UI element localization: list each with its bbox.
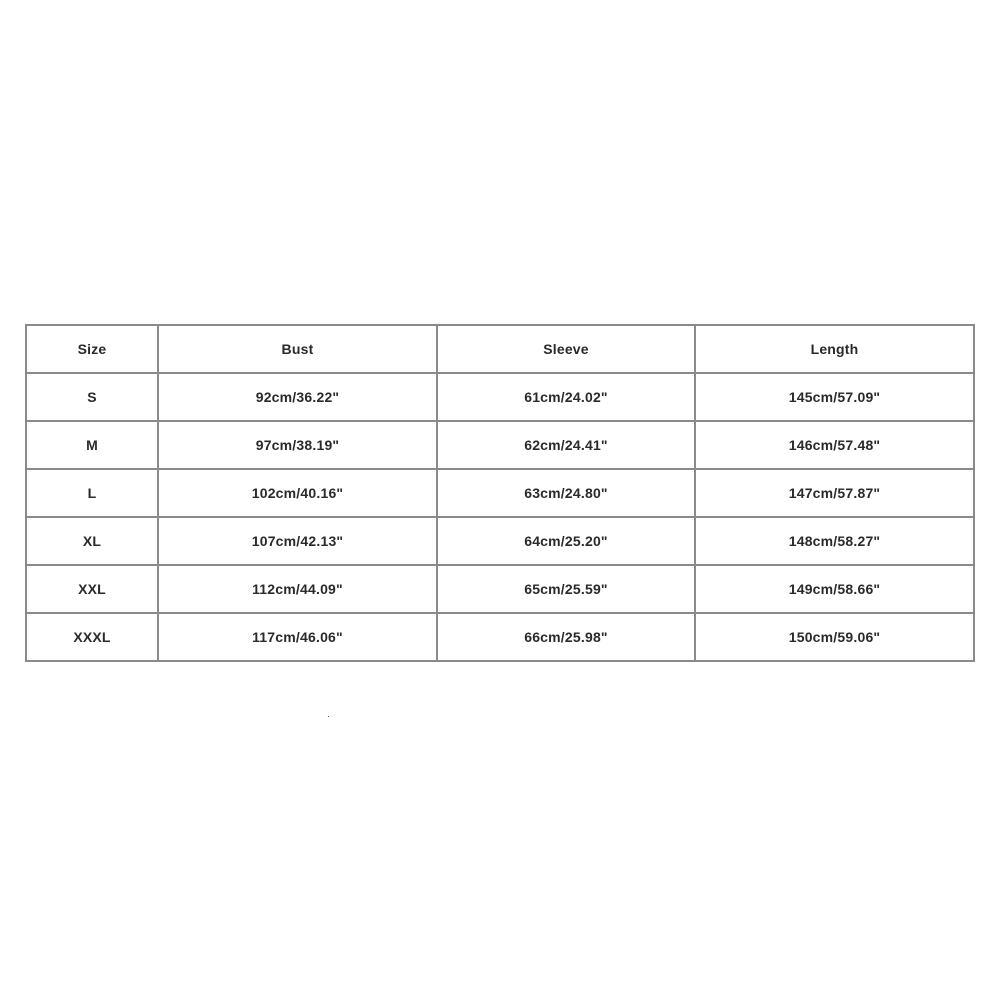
bust-cell: 102cm/40.16" [158,469,437,517]
bust-cell: 117cm/46.06" [158,613,437,661]
size-cell: M [26,421,158,469]
length-cell: 147cm/57.87" [695,469,974,517]
length-cell: 150cm/59.06" [695,613,974,661]
size-cell: L [26,469,158,517]
table-row [26,613,974,661]
table-row [26,565,974,613]
size-cell: XXL [26,565,158,613]
sleeve-cell: 66cm/25.98" [437,613,695,661]
bust-cell: 112cm/44.09" [158,565,437,613]
header-bust: Bust [158,325,437,373]
header-length: Length [695,325,974,373]
bust-cell: 107cm/42.13" [158,517,437,565]
sleeve-cell: 62cm/24.41" [437,421,695,469]
bust-cell: 92cm/36.22" [158,373,437,421]
header-sleeve: Sleeve [437,325,695,373]
header-row [26,325,974,373]
sleeve-cell: 64cm/25.20" [437,517,695,565]
size-cell: XL [26,517,158,565]
table-row [26,517,974,565]
length-cell: 146cm/57.48" [695,421,974,469]
bust-cell: 97cm/38.19" [158,421,437,469]
table-row [26,469,974,517]
size-chart-table [25,324,975,662]
table-row [26,373,974,421]
size-cell: S [26,373,158,421]
stray-dot [328,716,329,717]
table-row [26,421,974,469]
length-cell: 149cm/58.66" [695,565,974,613]
header-size: Size [26,325,158,373]
sleeve-cell: 65cm/25.59" [437,565,695,613]
size-cell: XXXL [26,613,158,661]
sleeve-cell: 61cm/24.02" [437,373,695,421]
length-cell: 148cm/58.27" [695,517,974,565]
length-cell: 145cm/57.09" [695,373,974,421]
sleeve-cell: 63cm/24.80" [437,469,695,517]
